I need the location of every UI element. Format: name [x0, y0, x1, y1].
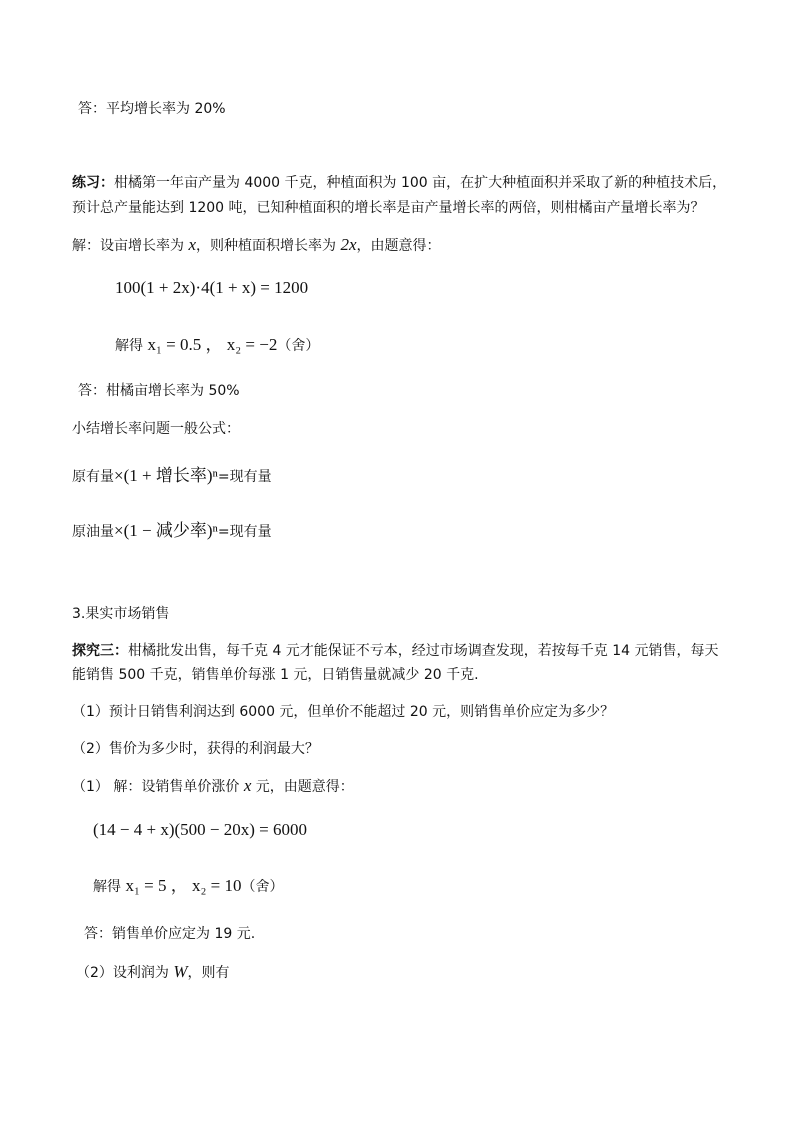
result-2 — [93, 876, 283, 897]
explore-label: 探究三： — [72, 643, 128, 659]
equation-1: 100(1 + 2x)·4(1 + x) = 1200 — [115, 278, 309, 297]
solution-2-var: x — [243, 776, 252, 795]
solution-2-prefix: （1） 解：设销售单价涨价 — [72, 779, 244, 795]
solution-1-suffix: ，由题意得： — [356, 238, 441, 254]
result-2-equation: x₁ = 5 ， x₂ = 10 — [125, 876, 242, 895]
answer-unit-price: 答：销售单价应定为 19 元. — [84, 926, 256, 942]
result-2-prefix: 解得 — [93, 879, 126, 895]
formula-increase-b: ×(1 + 增长率)ⁿ — [114, 466, 218, 485]
solution-1-mid: ，则种植面积增长率为 — [196, 238, 341, 254]
answer-average-growth: 答：平均增长率为 20% — [78, 101, 226, 117]
result-1-equation: x₁ = 0.5 ， x₂ = −2 — [147, 335, 278, 354]
exercise-label: 练习： — [72, 175, 114, 191]
explore-line-2: 能销售 500 千克，销售单价每涨 1 元，日销售量就减少 20 千克. — [72, 667, 479, 683]
result-1-prefix: 解得 — [115, 338, 148, 354]
formula-increase-a: 原有量 — [72, 469, 114, 485]
explore-line-1 — [72, 641, 719, 661]
solution-1-prefix: 解：设亩增长率为 — [72, 238, 189, 254]
part-2-prefix: （2）设利润为 — [76, 965, 174, 981]
solution-2-setup — [72, 776, 354, 797]
exercise-text-1: 柑橘第一年亩产量为 4000 千克，种植面积为 100 亩，在扩大种植面积并采取了新的种植技术后， — [114, 175, 727, 191]
formula-increase-c: =现有量 — [217, 469, 272, 485]
result-1 — [115, 335, 319, 356]
question-1: （1）预计日销售利润达到 6000 元，但单价不能超过 20 元，则销售单价应定为多少？ — [72, 704, 615, 720]
question-2: （2）售价为多少时，获得的利润最大？ — [72, 741, 319, 757]
solution-2-suffix: 元，由题意得： — [251, 779, 354, 795]
result-1-note: （舍） — [277, 338, 320, 354]
section-3-heading: 3.果实市场销售 — [72, 606, 170, 622]
part-2-suffix: ，则有 — [187, 965, 230, 981]
part-2-var: W — [173, 962, 188, 981]
summary-title: 小结增长率问题一般公式： — [72, 421, 240, 437]
exercise-line-2: 预计总产量能达到 1200 吨，已知种植面积的增长率是亩产量增长率的两倍，则柑橘亩产量增长率为？ — [72, 200, 705, 216]
solution-1-var2: 2x — [340, 235, 357, 254]
formula-decrease-c: =现有量 — [217, 524, 272, 540]
formula-decrease — [72, 521, 272, 542]
answer-orange-growth: 答：柑橘亩增长率为 50% — [78, 383, 240, 399]
formula-decrease-a: 原油量 — [72, 524, 114, 540]
formula-decrease-b: ×(1 − 减少率)ⁿ — [114, 521, 218, 540]
result-2-note: （舍） — [241, 879, 284, 895]
solution-1-setup — [72, 235, 441, 256]
formula-increase — [72, 466, 272, 487]
part-2-setup — [76, 962, 230, 983]
solution-1-var1: x — [188, 235, 196, 254]
explore-text-1: 柑橘批发出售，每千克 4 元才能保证不亏本，经过市场调查发现，若按每千克 14 元销售，每天 — [128, 643, 719, 659]
exercise-line-1 — [72, 173, 726, 193]
equation-2: (14 − 4 + x)(500 − 20x) = 6000 — [93, 820, 307, 839]
